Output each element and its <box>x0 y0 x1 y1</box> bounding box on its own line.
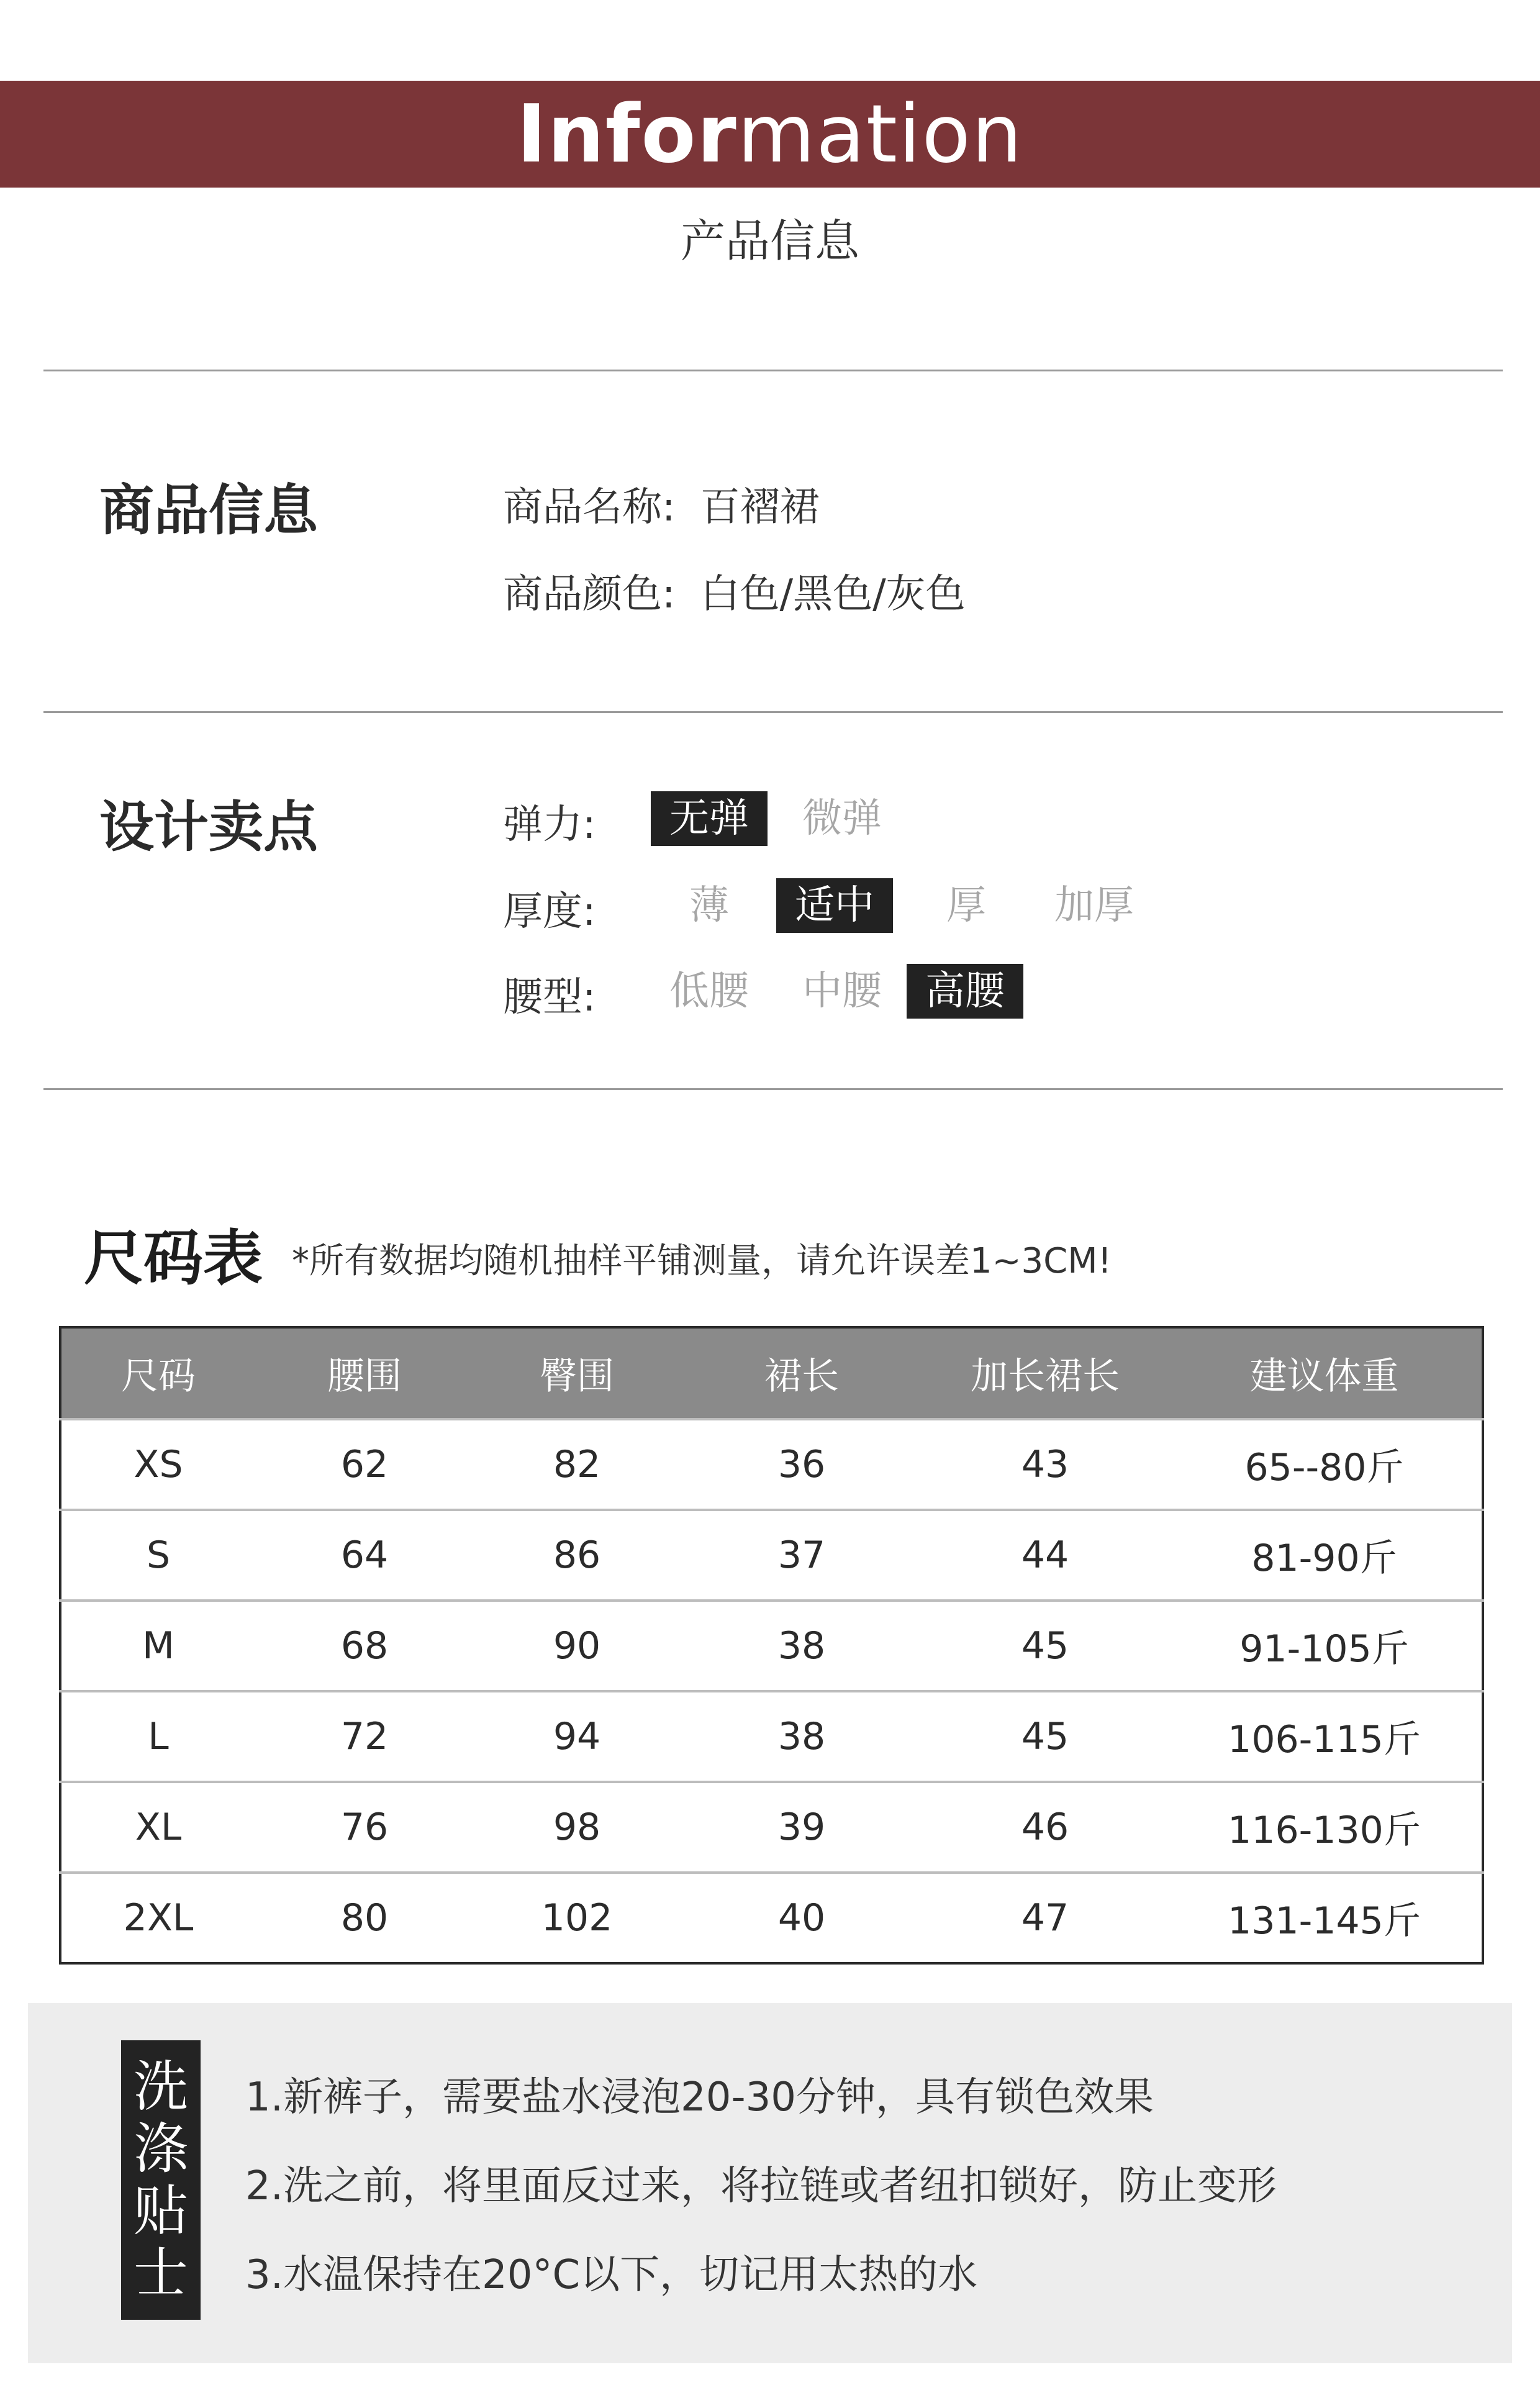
cell-hip: 98 <box>474 1782 680 1873</box>
product-color-value: 白色/黑色/灰色 <box>700 571 966 617</box>
cell-size: 2XL <box>60 1873 255 1963</box>
divider <box>43 711 1503 713</box>
waist-option-mid: 中腰 <box>802 968 882 1014</box>
cell-waist: 80 <box>255 1873 474 1963</box>
thickness-option-thin: 薄 <box>689 883 729 929</box>
thickness-option-thick: 厚 <box>946 883 986 929</box>
cell-weight: 116-130斤 <box>1167 1782 1483 1873</box>
cell-hip: 94 <box>474 1691 680 1782</box>
cell-waist: 64 <box>255 1510 474 1601</box>
cell-skirt-length: 38 <box>680 1691 923 1782</box>
banner-title-light: mation <box>737 88 1023 181</box>
information-banner <box>0 81 1540 188</box>
design-heading: 设计卖点 <box>99 795 319 859</box>
cell-extended-length: 43 <box>923 1419 1167 1510</box>
thickness-option-extra-thick: 加厚 <box>1054 883 1134 929</box>
care-tip: 1.新裤子，需要盐水浸泡20-30分钟，具有锁色效果 <box>245 2074 1154 2120</box>
size-header-weight: 建议体重 <box>1167 1327 1483 1419</box>
cell-weight: 106-115斤 <box>1167 1691 1483 1782</box>
cell-skirt-length: 37 <box>680 1510 923 1601</box>
divider <box>43 370 1503 371</box>
cell-hip: 102 <box>474 1873 680 1963</box>
size-table-header-row <box>60 1327 1483 1419</box>
table-row <box>60 1873 1483 1963</box>
product-color-line <box>503 562 966 619</box>
cell-skirt-length: 39 <box>680 1782 923 1873</box>
size-chart-heading: 尺码表 <box>84 1224 263 1293</box>
cell-size: S <box>60 1510 255 1601</box>
cell-extended-length: 47 <box>923 1873 1167 1963</box>
care-tips-tag <box>121 2040 201 2320</box>
cell-size: M <box>60 1601 255 1691</box>
cell-weight: 91-105斤 <box>1167 1601 1483 1691</box>
care-tag-char: 涤 <box>133 2117 188 2181</box>
cell-weight: 81-90斤 <box>1167 1510 1483 1601</box>
size-table <box>59 1326 1484 1965</box>
thickness-option-medium: 适中 <box>776 878 893 933</box>
table-row <box>60 1510 1483 1601</box>
size-chart-note: *所有数据均随机抽样平铺测量，请允许误差1~3CM! <box>292 1241 1112 1281</box>
thickness-label: 厚度: <box>503 889 596 935</box>
cell-hip: 90 <box>474 1601 680 1691</box>
elasticity-option-none: 无弹 <box>651 791 768 846</box>
size-header-skirt-length: 裙长 <box>680 1327 923 1419</box>
cell-size: L <box>60 1691 255 1782</box>
elasticity-option-slight: 微弹 <box>802 796 882 842</box>
product-name-label: 商品名称: <box>503 484 676 530</box>
waist-label: 腰型: <box>503 974 596 1020</box>
cell-size: XS <box>60 1419 255 1510</box>
cell-extended-length: 46 <box>923 1782 1167 1873</box>
banner-title <box>517 88 1023 181</box>
cell-waist: 68 <box>255 1601 474 1691</box>
care-tip: 3.水温保持在20°C以下，切记用太热的水 <box>245 2252 978 2298</box>
product-info-heading: 商品信息 <box>99 478 319 542</box>
cell-skirt-length: 36 <box>680 1419 923 1510</box>
size-header-hip: 臀围 <box>474 1327 680 1419</box>
table-row <box>60 1601 1483 1691</box>
elasticity-label: 弹力: <box>503 802 596 848</box>
cell-weight: 65--80斤 <box>1167 1419 1483 1510</box>
care-tag-char: 士 <box>133 2241 188 2305</box>
waist-option-low: 低腰 <box>669 968 749 1014</box>
product-name-line <box>503 475 820 532</box>
product-color-label: 商品颜色: <box>503 571 676 617</box>
divider <box>43 1088 1503 1090</box>
table-row <box>60 1419 1483 1510</box>
cell-extended-length: 45 <box>923 1601 1167 1691</box>
table-row <box>60 1782 1483 1873</box>
cell-waist: 62 <box>255 1419 474 1510</box>
product-name-value: 百褶裙 <box>700 484 820 530</box>
cell-waist: 76 <box>255 1782 474 1873</box>
size-header-waist: 腰围 <box>255 1327 474 1419</box>
table-row <box>60 1691 1483 1782</box>
banner-subtitle: 产品信息 <box>680 215 859 267</box>
care-tip: 2.洗之前，将里面反过来，将拉链或者纽扣锁好，防止变形 <box>245 2163 1277 2209</box>
cell-size: XL <box>60 1782 255 1873</box>
cell-skirt-length: 40 <box>680 1873 923 1963</box>
cell-extended-length: 45 <box>923 1691 1167 1782</box>
care-tips-panel <box>28 2003 1512 2363</box>
banner-title-bold: Infor <box>517 88 738 181</box>
waist-option-high: 高腰 <box>907 964 1023 1019</box>
cell-weight: 131-145斤 <box>1167 1873 1483 1963</box>
cell-hip: 82 <box>474 1419 680 1510</box>
cell-extended-length: 44 <box>923 1510 1167 1601</box>
size-header-size: 尺码 <box>60 1327 255 1419</box>
cell-hip: 86 <box>474 1510 680 1601</box>
cell-skirt-length: 38 <box>680 1601 923 1691</box>
cell-waist: 72 <box>255 1691 474 1782</box>
care-tag-char: 贴 <box>133 2179 188 2243</box>
care-tag-char: 洗 <box>133 2055 188 2119</box>
size-header-extended-length: 加长裙长 <box>923 1327 1167 1419</box>
